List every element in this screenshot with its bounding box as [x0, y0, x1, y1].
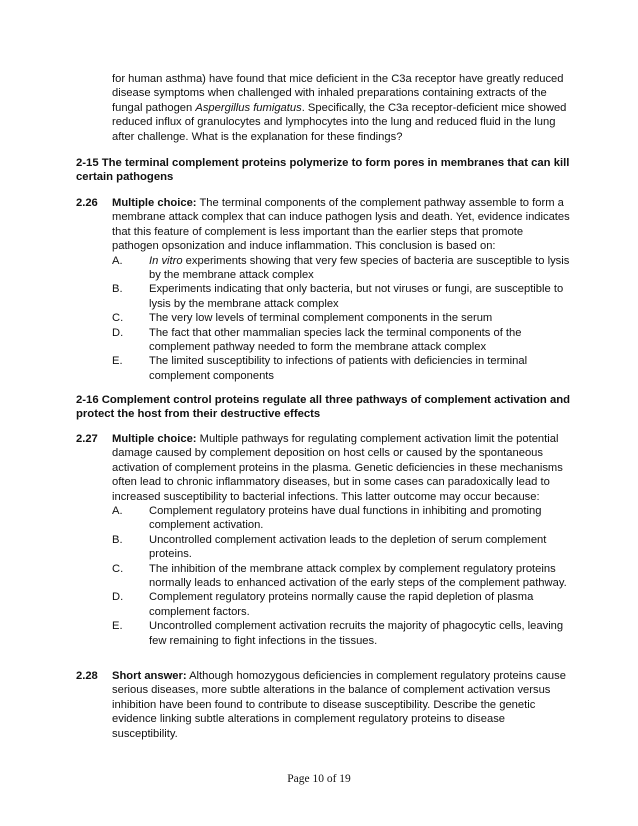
section-heading-2-16: 2-16 Complement control proteins regulate all three pathways of complement activation and protect the host from their destructive effects — [76, 394, 571, 421]
options-list — [112, 504, 570, 648]
option-text: The very low levels of terminal complement components in the serum — [149, 312, 493, 325]
option-a — [112, 254, 570, 283]
option-text: The limited susceptibility to infections of patients with deficiencies in terminal complement components — [149, 355, 528, 382]
options-list — [112, 254, 570, 384]
option-b — [112, 282, 570, 311]
option-letter: E. — [112, 620, 123, 633]
intro-italic: Aspergillus fumigatus — [195, 101, 302, 114]
option-text — [149, 254, 570, 283]
intro-paragraph — [112, 72, 567, 144]
option-text: Complement regulatory proteins normally cause the rapid depletion of plasma complement factors. — [149, 591, 534, 618]
option-e — [112, 619, 570, 648]
option-text: The fact that other mammalian species lack the terminal components of the complement pathway needed to form the membrane attack complex — [149, 326, 522, 354]
option-text: Complement regulatory proteins have dual functions in inhibiting and promoting complement activation. — [149, 505, 542, 532]
option-a — [112, 504, 570, 533]
page-number: Page 10 of 19 — [287, 773, 351, 785]
intro-text-2: . Specifically, the C3a receptor-deficient mice showed reduced influx of granulocytes and lymphocytes into the lung and reduced fluid in the lung after challenge. What is the explanation for these findings? — [112, 101, 567, 143]
section-heading-2-15: 2-15 The terminal complement proteins polymerize to form pores in membranes that can kill certain pathogens — [76, 157, 570, 184]
option-letter: E. — [112, 355, 123, 368]
question-type: Short answer: — [112, 670, 187, 682]
option-b — [112, 533, 570, 562]
option-text: Uncontrolled complement activation recruits the majority of phagocytic cells, leaving few remaining to fight infections in the tissues. — [149, 620, 564, 647]
question-stem — [112, 669, 570, 741]
option-text: Experiments indicating that only bacteria, but not viruses or fungi, are susceptible to lysis by the membrane attack complex — [149, 283, 564, 310]
question-stem-text: Multiple pathways for regulating complement activation limit the potential damage caused by complement deposition on host cells or caused by the spontaneous activation of complement proteins in the plasma. Genetic deficiencies in these mechanisms often lead to chronic inflammatory diseases, but in some cases can paradoxically lead to increased susceptibility to bacterial infections. This latter outcome may occur because: — [112, 433, 563, 503]
option-italic: In vitro — [149, 254, 183, 267]
intro-text-1: for human asthma) have found that mice deficient in the C3a receptor have greatly reduced disease symptoms when challenged with inhaled preparations containing extracts of the fungal pathogen — [112, 73, 564, 114]
question-number: 2.27 — [76, 433, 98, 445]
option-c — [112, 562, 570, 591]
option-e — [112, 354, 570, 383]
question-2-27 — [112, 432, 570, 648]
question-stem-text: Although homozygous deficiencies in complement regulatory proteins cause serious diseases, more subtle alterations in the balance of complement activation versus inhibition have been found to contribute to disease susceptibility. Describe the genetic evidence linking subtle alterations in complement regulatory proteins to disease susceptibility. — [112, 670, 566, 740]
option-letter: B. — [112, 283, 123, 296]
question-type: Multiple choice: — [112, 433, 197, 445]
question-number: 2.28 — [76, 670, 98, 682]
question-number: 2.26 — [76, 197, 98, 209]
option-letter: D. — [112, 326, 124, 339]
option-letter: C. — [112, 312, 124, 325]
option-text: The inhibition of the membrane attack complex by complement regulatory proteins normally leads to enhanced activation of the early steps of the complement pathway. — [149, 562, 567, 590]
question-stem-text: The terminal components of the complement pathway assemble to form a membrane attack complex that can induce pathogen lysis and death. Yet, evidence indicates that this feature of complement is less important than the earlier steps that promote pathogen opsonization and induce inflammation. This conclusion is based on: — [112, 197, 570, 253]
question-2-26 — [112, 196, 570, 383]
option-text-body: experiments showing that very few species of bacteria are susceptible to lysis by the membrane attack complex — [149, 254, 570, 282]
question-type: Multiple choice: — [112, 197, 197, 209]
option-c — [112, 311, 570, 325]
question-2-28 — [112, 669, 570, 741]
option-letter: B. — [112, 533, 123, 546]
option-letter: D. — [112, 591, 124, 604]
option-letter: A. — [112, 505, 123, 518]
question-stem — [112, 432, 570, 504]
option-letter: C. — [112, 562, 124, 575]
option-d — [112, 326, 570, 355]
question-stem — [112, 196, 570, 254]
option-d — [112, 590, 570, 619]
option-text: Uncontrolled complement activation leads to the depletion of serum complement proteins. — [149, 533, 547, 561]
option-letter: A. — [112, 254, 123, 267]
